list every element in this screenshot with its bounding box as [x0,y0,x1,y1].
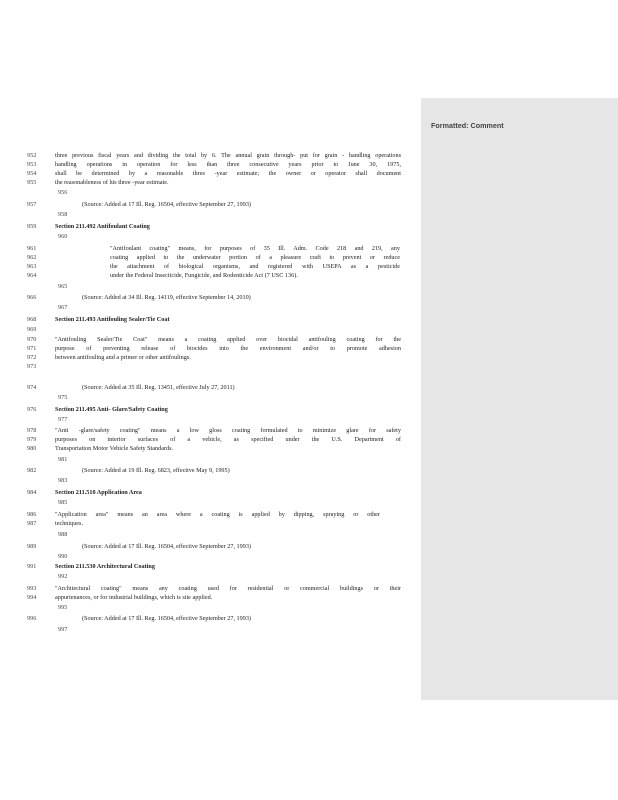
source-note: (Source: Added at 35 Ill. Reg. 13451, effective July 27, 2011) [82,384,235,391]
line-number: 986 [27,511,37,518]
body-text: the attachment of biological organisms, and registered with USEPA as a pesticide [110,263,400,270]
sub-line-number: 997 [58,626,68,633]
comment-pane-label: Formatted: Comment [431,121,504,130]
line-number: 994 [27,594,37,601]
sub-line-number: 990 [58,553,68,560]
body-text: three previous fiscal years and dividing the total by 6. The annual grain through- put for grain - handling operations [55,152,401,159]
line-number: 987 [27,520,37,527]
line-number: 971 [27,345,37,352]
line-number: 961 [27,245,37,252]
source-note: (Source: Added at 17 Ill. Reg. 16504, effective September 27, 1993) [82,615,251,622]
line-number: 959 [27,223,37,230]
sub-line-number: 956 [58,189,68,196]
body-text: techniques. [55,520,84,527]
sub-line-number: 965 [58,283,68,290]
sub-line-number: 992 [58,573,68,580]
body-text: "Application area" means an area where a coating is applied by dipping, spraying or other [55,511,380,518]
sub-line-number: 975 [58,394,68,401]
section-heading: Section 211.495 Anti- Glare/Safety Coating [55,406,168,413]
sub-line-number: 960 [58,233,68,240]
line-number: 952 [27,152,37,159]
section-heading: Section 211.492 Antifoulant Coating [55,223,150,230]
body-text: between antifouling and a primer or other antifoulings. [55,354,191,361]
section-heading: Section 211.493 Antifouling Sealer/Tie Coat [55,316,170,323]
line-number: 966 [27,294,37,301]
source-note: (Source: Added at 17 Ill. Reg. 16504, effective September 27, 1993) [82,543,251,550]
line-number: 962 [27,254,37,261]
line-number: 970 [27,336,37,343]
line-number: 996 [27,615,37,622]
body-text: the reasonableness of his three -year estimate. [55,179,169,186]
line-number: 963 [27,263,37,270]
line-number: 991 [27,563,37,570]
sub-line-number: 988 [58,531,68,538]
line-number: 957 [27,201,37,208]
body-text: coating applied to the underwater portion of a pleasure craft to prevent or reduce [110,254,400,261]
line-number: 953 [27,161,37,168]
body-text: shall be determined by a reasonable three -year estimate; the owner or operator shall document [55,170,401,177]
sub-line-number: 958 [58,211,68,218]
line-number: 976 [27,406,37,413]
line-number: 974 [27,384,37,391]
body-text: under the Federal Insecticide, Fungicide, and Rodenticide Act (7 USC 136). [110,272,298,279]
line-number: 989 [27,543,37,550]
section-heading: Section 211.510 Application Area [55,489,142,496]
source-note: (Source: Added at 19 Ill. Reg. 6823, effective May 9, 1995) [82,467,230,474]
line-number: 969 [27,326,37,333]
line-number: 964 [27,272,37,279]
body-text: handling operations in operation for less than three consecutive years prior to June 30, 1975, [55,161,401,168]
body-text: appurtenances, or for industrial buildings, which is site applied. [55,594,213,601]
body-text: purpose of preventing release of biocides into the environment and/or to promote adhesion [55,345,401,352]
body-text: Transportation Motor Vehicle Safety Standards. [55,445,174,452]
line-number: 968 [27,316,37,323]
sub-line-number: 981 [58,456,68,463]
line-number: 993 [27,585,37,592]
line-number: 978 [27,427,37,434]
line-number: 982 [27,467,37,474]
line-number: 979 [27,436,37,443]
sub-line-number: 977 [58,416,68,423]
body-text: "Antifoulant coating" means, for purposes of 35 Ill. Adm. Code 218 and 219, any [110,245,400,252]
line-number: 972 [27,354,37,361]
line-number: 954 [27,170,37,177]
body-text: purposes on interior surfaces of a vehicle, as specified under the U.S. Department of [55,436,401,443]
line-number: 984 [27,489,37,496]
source-note: (Source: Added at 34 Ill. Reg. 14119, effective September 14, 2010) [82,294,251,301]
line-number: 973 [27,363,37,370]
line-number: 980 [27,445,37,452]
section-heading: Section 211.530 Architectural Coating [55,563,155,570]
comment-pane [421,98,618,700]
line-number: 955 [27,179,37,186]
sub-line-number: 983 [58,477,68,484]
sub-line-number: 995 [58,604,68,611]
body-text: "Architectural coating" means any coating used for residential or commercial buildings or their [55,585,401,592]
source-note: (Source: Added at 17 Ill. Reg. 16504, effective September 27, 1993) [82,201,251,208]
sub-line-number: 967 [58,304,68,311]
body-text: "Anti -glare/safety coating" means a low gloss coating formulated to minimize glare for safety [55,427,401,434]
body-text: "Antifouling Sealer/Tie Coat" means a coating applied over biocidal antifouling coating for the [55,336,401,343]
sub-line-number: 985 [58,499,68,506]
